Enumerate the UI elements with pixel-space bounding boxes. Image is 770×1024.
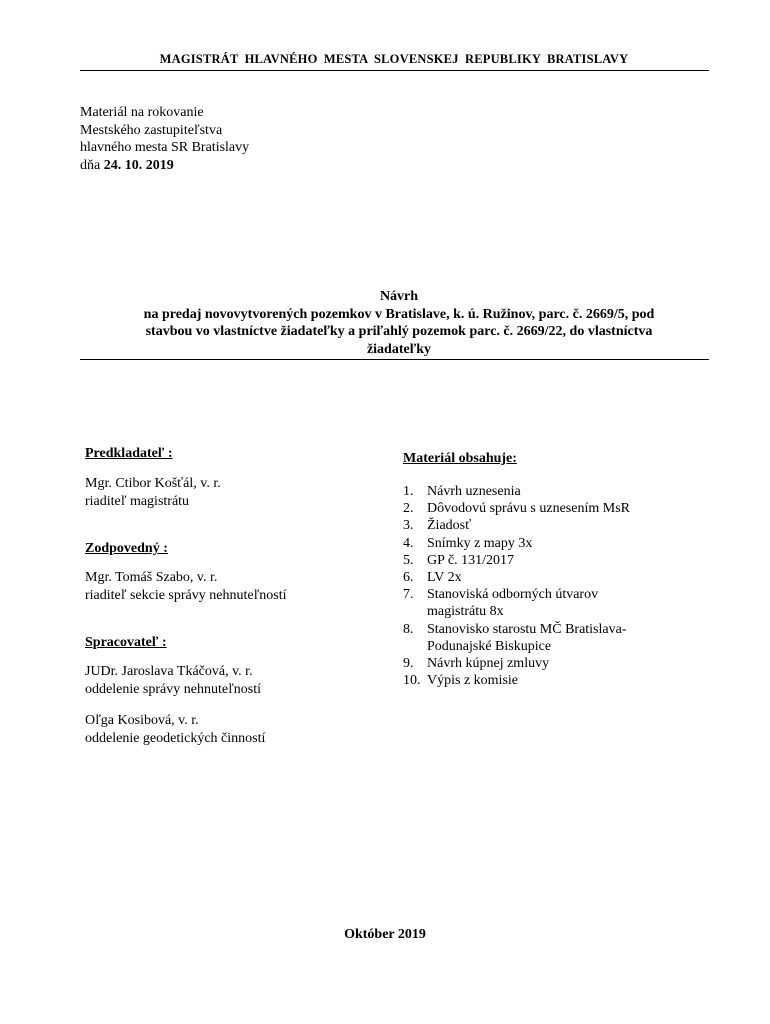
item-number: 4. [403, 535, 414, 551]
list-item [403, 655, 703, 672]
item-text: Návrh kúpnej zmluvy [427, 656, 550, 672]
item-text: GP č. 131/2017 [427, 552, 514, 568]
item-number: 1. [403, 484, 414, 499]
list-item [403, 500, 703, 517]
footer-date: Október 2019 [344, 927, 426, 942]
item-text: Snímky z mapy 3x [427, 535, 533, 551]
item-number: 9. [403, 656, 414, 672]
spracovatel-block-1 [85, 663, 385, 698]
item-text: Žiadosť [427, 518, 472, 534]
contents-heading: Materiál obsahuje: [403, 451, 517, 466]
predkladatel-block [85, 475, 385, 510]
title-line-2: stavbou vo vlastníctve žiadateľky a priľahlý pozemok parc. č. 2669/22, do vlastníctva [145, 324, 653, 339]
header-rule [80, 70, 709, 71]
zodpovedny-name: Mgr. Tomáš Szabo, v. r. [85, 570, 218, 585]
list-item [403, 569, 703, 586]
meeting-date: 24. 10. 2019 [103, 157, 174, 173]
list-item [403, 483, 703, 500]
meta-line-3: hlavného mesta SR Bratislavy [80, 140, 250, 155]
item-number: 7. [403, 587, 414, 603]
spracovatel-role-1: oddelenie správy nehnuteľností [85, 681, 261, 697]
title-line-1: na predaj novovytvorených pozemkov v Bratislave, k. ú. Ružinov, parc. č. 2669/5, pod [143, 306, 655, 322]
item-number: 8. [403, 621, 414, 637]
title-rule [80, 359, 709, 360]
item-text: Výpis z komisie [427, 673, 518, 689]
meeting-info [80, 104, 249, 174]
document-title [92, 288, 706, 358]
title-line-3: žiadateľky [366, 341, 432, 357]
list-item [403, 621, 703, 655]
item-text-line-1: Stanovisko starostu MČ Bratislava- [427, 621, 627, 637]
item-number: 10. [403, 673, 421, 689]
predkladatel-heading: Predkladateľ : [85, 446, 173, 461]
list-item [403, 586, 703, 620]
spracovatel-block-2 [85, 712, 385, 747]
item-text-line-2: Podunajské Biskupice [427, 638, 552, 654]
contents-section [403, 451, 703, 689]
meta-date-line [80, 157, 249, 175]
predkladatel-name: Mgr. Ctibor Košťál, v. r. [85, 476, 221, 491]
item-text [427, 621, 703, 655]
item-text-line-1: Stanoviská odborných útvarov [427, 587, 599, 603]
title-heading: Návrh [379, 289, 419, 304]
zodpovedny-role: riaditeľ sekcie správy nehnuteľností [85, 587, 287, 603]
item-text [427, 586, 703, 620]
spracovatel-role-2: oddelenie geodetických činností [85, 730, 266, 746]
item-text: Dôvodovú správu s uznesením MsR [427, 501, 630, 517]
predkladatel-role: riaditeľ magistrátu [85, 493, 190, 509]
meta-line-1: Materiál na rokovanie [80, 105, 204, 120]
spracovatel-name-1: JUDr. Jaroslava Tkáčová, v. r. [85, 664, 253, 679]
list-item [403, 535, 703, 552]
zodpovedny-block [85, 569, 385, 604]
item-number: 2. [403, 501, 414, 517]
date-prefix: dňa [80, 157, 104, 173]
item-text-line-2: magistrátu 8x [427, 604, 504, 620]
list-item [403, 672, 703, 689]
zodpovedny-heading: Zodpovedný : [85, 541, 168, 556]
spracovatel-heading: Spracovateľ : [85, 635, 167, 650]
responsible-persons [85, 446, 385, 747]
item-text: LV 2x [427, 570, 462, 586]
list-item [403, 517, 703, 534]
institution-header: MAGISTRÁT HLAVNÉHO MESTA SLOVENSKEJ REPUBLIKY BRATISLAVY [159, 52, 629, 66]
item-number: 3. [403, 518, 414, 534]
item-number: 6. [403, 570, 414, 586]
spracovatel-name-2: Oľga Kosibová, v. r. [85, 713, 199, 728]
list-item [403, 552, 703, 569]
meta-line-2: Mestského zastupiteľstva [80, 122, 223, 138]
item-text: Návrh uznesenia [427, 484, 521, 499]
item-number: 5. [403, 552, 414, 568]
contents-list [403, 483, 703, 689]
